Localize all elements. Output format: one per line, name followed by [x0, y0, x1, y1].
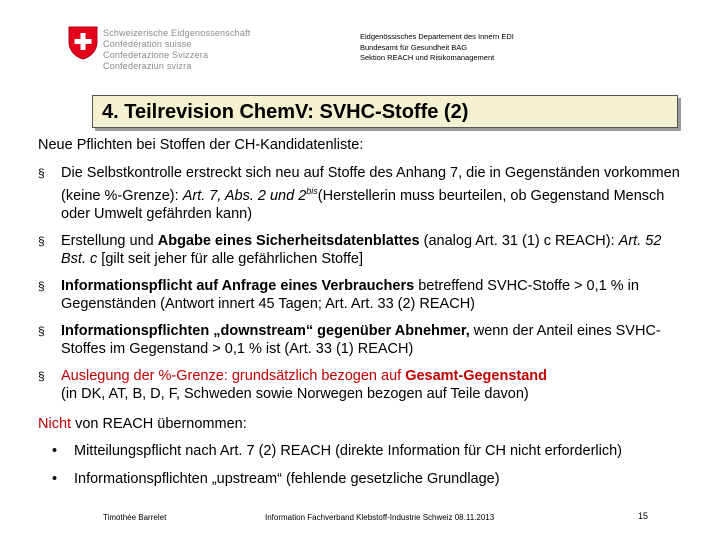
bullet-text: Erstellung und: [61, 232, 158, 249]
swiss-coat-of-arms-logo: [68, 26, 98, 60]
org-line: Schweizerische Eidgenossenschaft: [103, 28, 251, 38]
bullet-text: betreffend SVHC-Stoffe > 0,1 % in Gegenständen (Antwort innert 45 Tagen; Art. Art. 33 (2) REACH): [61, 277, 639, 312]
bullet-emphasis: Abgabe eines Sicherheitsdatenblattes: [157, 232, 420, 249]
exception-item: [50, 470, 680, 488]
slide-title-box: [92, 95, 678, 128]
department-name: [360, 32, 514, 64]
bullet-emphasis-red: Gesamt-Gegenstand: [405, 367, 548, 384]
bullet-item: [38, 277, 688, 313]
intro-text: Neue Pflichten bei Stoffen der CH-Kandidatenliste:: [38, 137, 364, 153]
bullet-marker: §: [38, 233, 45, 248]
legal-reference-sup: bis: [306, 186, 318, 196]
org-line: Confédération suisse: [103, 39, 192, 49]
bullet-item: [38, 232, 688, 268]
bullet-item: [38, 164, 688, 223]
dot-marker: •: [52, 471, 58, 487]
bullet-text-red: Auslegung der %-Grenze: grundsätzlich bezogen auf: [61, 367, 406, 384]
exceptions-heading-text: von REACH übernommen:: [71, 416, 247, 432]
bullet-emphasis: Informationspflicht auf Anfrage eines Verbrauchers: [61, 277, 415, 294]
legal-reference: Art. 7, Abs. 2 und 2: [182, 187, 307, 204]
page-number: 15: [638, 511, 649, 521]
dept-line: Eidgenössisches Departement des Innern EDI: [360, 32, 514, 41]
exception-item: [50, 442, 680, 460]
bullet-list: [38, 164, 688, 412]
bullet-text: (in DK, AT, B, D, F, Schweden sowie Norwegen bezogen auf Teile davon): [61, 385, 529, 402]
bullet-text: wenn der Anteil eines SVHC-Stoffes im Gegenstand > 0,1 % ist (Art. 33 (1) REACH): [61, 322, 661, 357]
exception-text: Informationspflichten „upstream“ (fehlende gesetzliche Grundlage): [74, 471, 500, 487]
bullet-text: (analog Art. 31 (1) c REACH):: [419, 232, 619, 249]
bullet-marker: §: [38, 368, 45, 383]
bullet-item: [38, 367, 688, 403]
bullet-item: [38, 322, 688, 358]
exceptions-heading-red: Nicht: [38, 416, 72, 432]
exceptions-list: [50, 442, 680, 498]
org-line: Confederazione Svizzera: [103, 50, 209, 60]
footer-author: Timothée Barrelet: [103, 513, 167, 522]
exception-text: Mitteilungspflicht nach Art. 7 (2) REACH (direkte Information für CH nicht erforderlich): [74, 443, 622, 459]
bullet-marker: §: [38, 278, 45, 293]
org-line: Confederaziun svizra: [103, 61, 192, 71]
bullet-marker: §: [38, 323, 45, 338]
footer-event: Information Fachverband Klebstoff-Industrie Schweiz 08.11.2013: [265, 513, 495, 522]
slide-title: 4. Teilrevision ChemV: SVHC-Stoffe (2): [102, 101, 469, 123]
bullet-emphasis: Informationspflichten „downstream“ gegenüber Abnehmer,: [61, 322, 470, 339]
dept-line: Sektion REACH und Risikomanagement: [360, 53, 495, 62]
dept-line: Bundesamt für Gesundheit BAG: [360, 42, 468, 52]
bullet-text: Die Selbstkontrolle erstreckt sich neu auf Stoffe des Anhang 7, die in Gegenständen vorkommen (keine %-Grenze):: [61, 165, 680, 204]
legal-reference: Art. 52 Bst. c: [61, 232, 662, 267]
dot-marker: •: [52, 443, 58, 459]
organization-name: [103, 28, 250, 72]
bullet-text: [gilt seit jeher für alle gefährlichen Stoffe]: [97, 250, 363, 267]
bullet-text: (Herstellerin muss beurteilen, ob Gegenstand Mensch oder Umwelt gefährden kann): [61, 187, 665, 222]
bullet-marker: §: [38, 166, 45, 180]
exceptions-heading: [38, 416, 247, 432]
